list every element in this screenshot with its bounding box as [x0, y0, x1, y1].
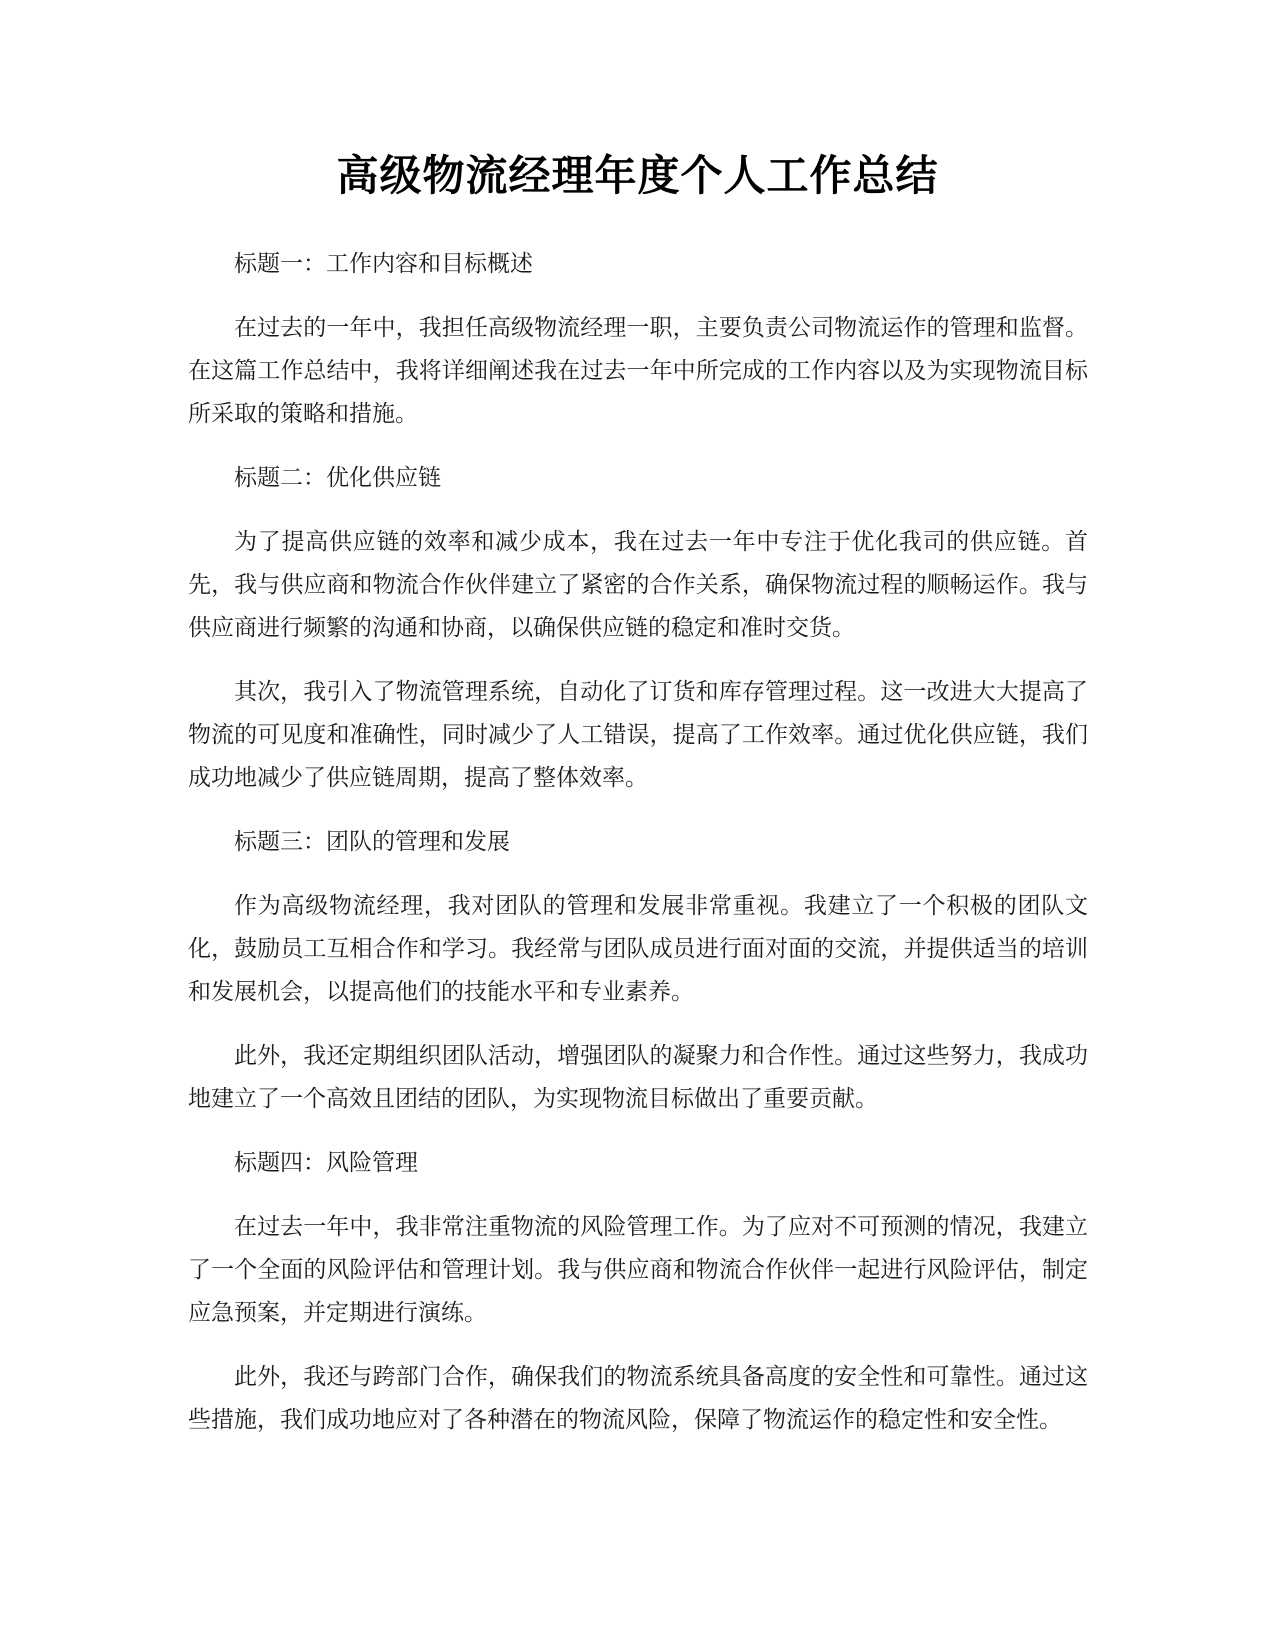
section-heading-4: 标题四：风险管理 [234, 1150, 418, 1176]
paragraph-risk-1: 在过去一年中，我非常注重物流的风险管理工作。为了应对不可预测的情况，我建立了一个全面的风险评估和管理计划。我与供应商和物流合作伙伴一起进行风险评估，制定应急预案，并定期进行演练。 [188, 1214, 1088, 1326]
section-heading-2: 标题二：优化供应链 [234, 465, 441, 491]
paragraph-overview: 在过去的一年中，我担任高级物流经理一职，主要负责公司物流运作的管理和监督。在这篇工作总结中，我将详细阐述我在过去一年中所完成的工作内容以及为实现物流目标所采取的策略和措施。 [188, 315, 1088, 427]
paragraph-team-2: 此外，我还定期组织团队活动，增强团队的凝聚力和合作性。通过这些努力，我成功地建立了一个高效且团结的团队，为实现物流目标做出了重要贡献。 [188, 1043, 1088, 1112]
document-title: 高级物流经理年度个人工作总结 [336, 151, 939, 200]
paragraph-risk-2: 此外，我还与跨部门合作，确保我们的物流系统具备高度的安全性和可靠性。通过这些措施，我们成功地应对了各种潜在的物流风险，保障了物流运作的稳定性和安全性。 [188, 1364, 1088, 1433]
paragraph-supply-chain-1: 为了提高供应链的效率和减少成本，我在过去一年中专注于优化我司的供应链。首先，我与供应商和物流合作伙伴建立了紧密的合作关系，确保物流过程的顺畅运作。我与供应商进行频繁的沟通和协商，以确保供应链的稳定和准时交货。 [188, 529, 1088, 641]
paragraph-team-1: 作为高级物流经理，我对团队的管理和发展非常重视。我建立了一个积极的团队文化，鼓励员工互相合作和学习。我经常与团队成员进行面对面的交流，并提供适当的培训和发展机会，以提高他们的技能水平和专业素养。 [188, 893, 1088, 1005]
paragraph-supply-chain-2: 其次，我引入了物流管理系统，自动化了订货和库存管理过程。这一改进大大提高了物流的可见度和准确性，同时减少了人工错误，提高了工作效率。通过优化供应链，我们成功地减少了供应链周期，提高了整体效率。 [188, 679, 1088, 791]
section-heading-1: 标题一：工作内容和目标概述 [234, 251, 533, 277]
section-heading-3: 标题三：团队的管理和发展 [234, 829, 510, 855]
document-body [188, 243, 1088, 1463]
